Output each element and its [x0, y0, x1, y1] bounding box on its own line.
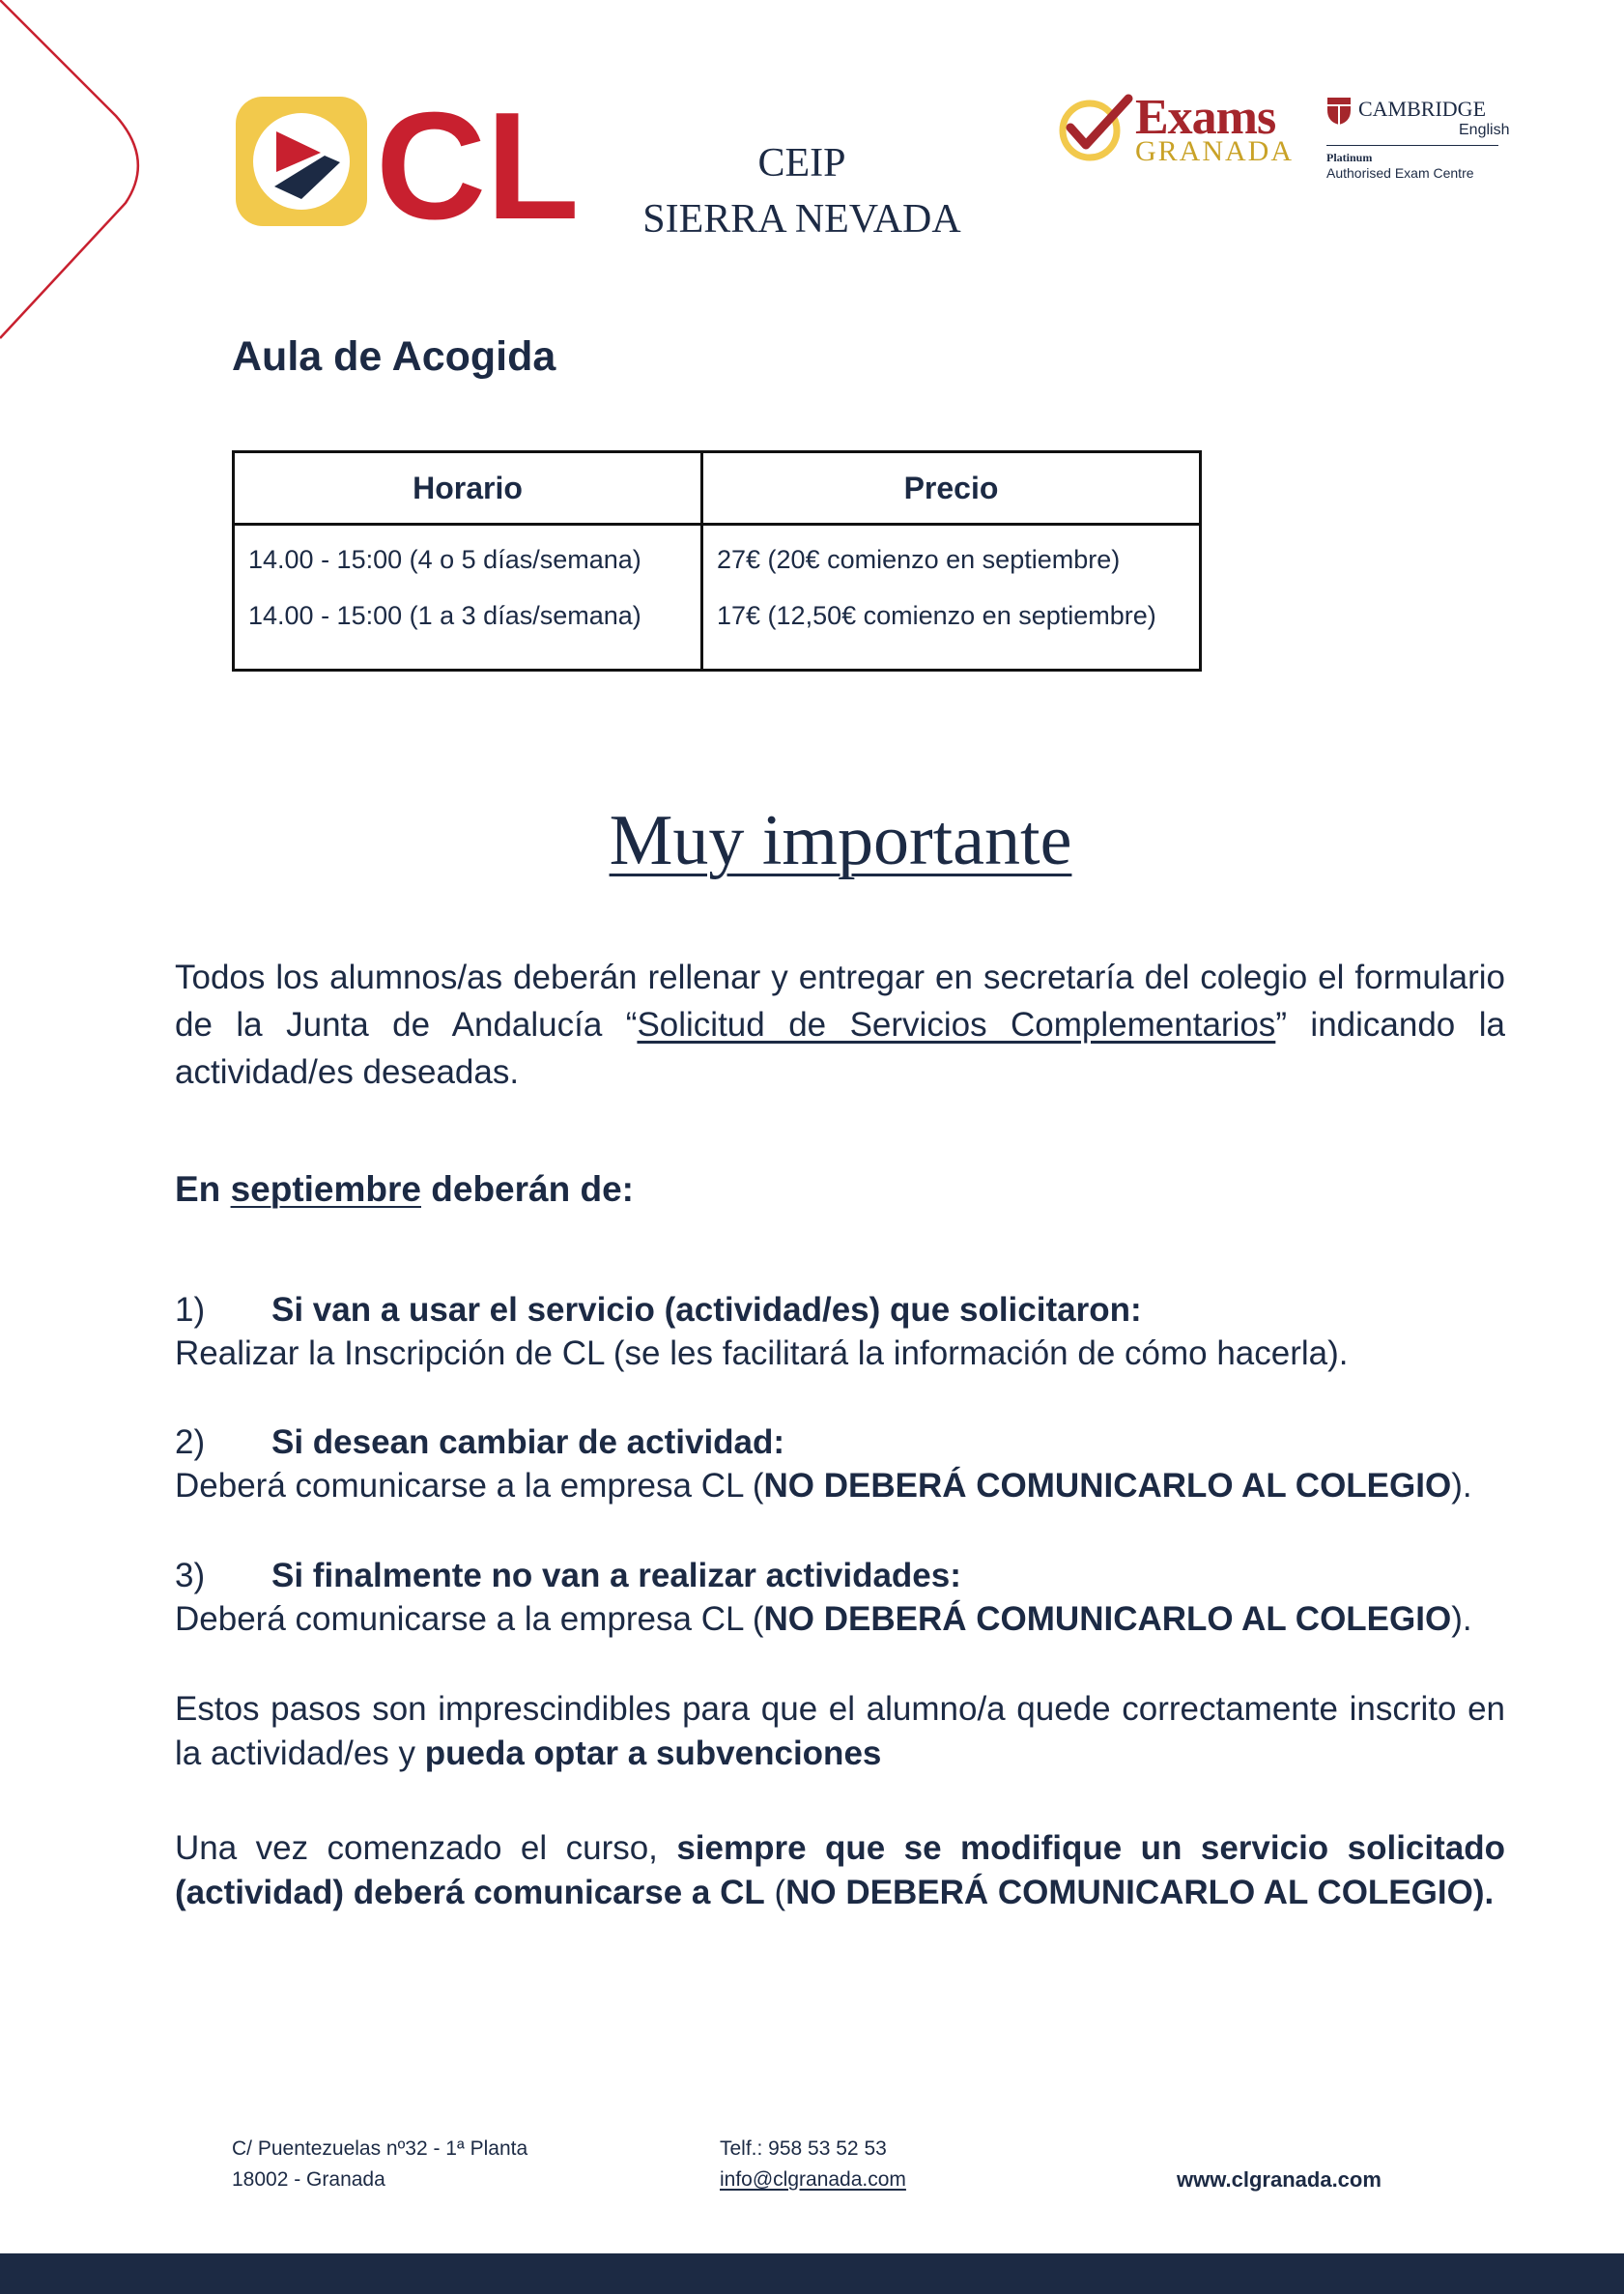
step-2: [175, 1420, 1527, 1507]
changes-paragraph: [175, 1826, 1505, 1915]
changes-bold-2: NO DEBERÁ COMUNICARLO AL COLEGIO: [785, 1874, 1473, 1911]
step-3: [175, 1554, 1527, 1641]
school-name: [580, 135, 1024, 247]
phone: Telf.: 958 53 52 53: [720, 2137, 887, 2160]
step-text-bold: NO DEBERÁ COMUNICARLO AL COLEGIO: [763, 1467, 1452, 1505]
cambridge-title: CAMBRIDGE: [1358, 97, 1487, 121]
cambridge-authorised: Authorised Exam Centre: [1326, 165, 1474, 181]
footer-address: [232, 2134, 527, 2195]
step-number: 1): [175, 1291, 206, 1329]
cl-logo-text: CL: [376, 95, 580, 230]
column-header-horario: Horario: [234, 452, 702, 525]
table-cell: 14.00 - 15:00 (1 a 3 días/semana): [248, 601, 641, 630]
september-word: septiembre: [230, 1169, 421, 1209]
step-title: Si desean cambiar de actividad:: [271, 1423, 785, 1461]
table-cell: 27€ (20€ comienzo en septiembre): [702, 525, 1201, 588]
changes-mid: (: [764, 1874, 786, 1911]
cambridge-platinum: Platinum: [1326, 151, 1373, 164]
september-heading: [175, 1169, 634, 1210]
requirements-paragraph: [175, 1687, 1505, 1776]
footer-contact: [720, 2134, 906, 2195]
cambridge-shield-icon: [1326, 97, 1352, 126]
cambridge-subtitle: English: [1459, 122, 1510, 138]
footer-bar: [0, 2253, 1624, 2294]
step-title: Si van a usar el servicio (actividad/es) que solicitaron:: [271, 1291, 1142, 1329]
table-row: [234, 588, 1201, 671]
step-text: [175, 1464, 1527, 1507]
table-header-row: [234, 452, 1201, 525]
step-title: Si finalmente no van a realizar actividades:: [271, 1557, 961, 1594]
school-line-1: CEIP: [757, 141, 846, 186]
table-cell: 14.00 - 15:00 (4 o 5 días/semana): [248, 545, 641, 574]
step-text: Realizar la Inscripción de CL (se les facilitará la información de cómo hacerla).: [175, 1334, 1349, 1372]
step-text-after: ).: [1451, 1467, 1472, 1505]
step-text-bold: NO DEBERÁ COMUNICARLO AL COLEGIO: [763, 1600, 1452, 1638]
table-cell: 17€ (12,50€ comienzo en septiembre): [702, 588, 1201, 671]
intro-text: Todos los alumnos/as deberán rellenar y entregar en secretaría del colegio el formulario de la Junta de Andalucía “: [175, 959, 1505, 1044]
changes-bold: siempre que se modifique un servicio solicitado (actividad) deberá comunicarse a CL: [175, 1829, 1505, 1911]
address-line-2: 18002 - Granada: [232, 2168, 385, 2191]
exams-subtitle: GRANADA: [1135, 135, 1294, 167]
form-name-link: Solicitud de Servicios Complementarios: [637, 1006, 1276, 1044]
changes-text: Una vez comenzado el curso,: [175, 1829, 677, 1867]
school-line-2: SIERRA NEVADA: [642, 197, 961, 242]
requirements-bold: pueda optar a subvenciones: [424, 1735, 882, 1772]
corner-decoration: [0, 0, 164, 348]
column-header-precio: Precio: [702, 452, 1201, 525]
step-number: 3): [175, 1557, 206, 1594]
step-text-before: Deberá comunicarse a la empresa CL (: [175, 1600, 764, 1638]
step-1: [175, 1288, 1527, 1375]
step-text-after: ).: [1451, 1600, 1472, 1638]
intro-paragraph: [175, 954, 1505, 1096]
email-link[interactable]: info@clgranada.com: [720, 2168, 906, 2191]
section-title: Aula de Acogida: [232, 333, 556, 380]
september-post: deberán de:: [431, 1169, 634, 1209]
step-number: 2): [175, 1423, 206, 1461]
intro-text-end: ” indicando la actividad/es deseadas.: [175, 1006, 1505, 1091]
step-text-before: Deberá comunicarse a la empresa CL (: [175, 1467, 764, 1505]
schedule-table: [232, 450, 1202, 672]
step-text: [175, 1597, 1527, 1641]
cambridge-divider: [1326, 145, 1498, 146]
important-heading: Muy importante: [609, 801, 1072, 880]
requirements-text: Estos pasos son imprescindibles para que el alumno/a quede correctamente inscrito en la actividad/es y: [175, 1690, 1505, 1772]
changes-end: ).: [1472, 1874, 1495, 1911]
exams-title: Exams: [1135, 90, 1276, 145]
cl-logo: [236, 95, 593, 230]
september-pre: En: [175, 1169, 221, 1209]
website-link[interactable]: www.clgranada.com: [1177, 2167, 1382, 2192]
address-line-1: C/ Puentezuelas nº32 - 1ª Planta: [232, 2137, 528, 2160]
table-row: [234, 525, 1201, 588]
